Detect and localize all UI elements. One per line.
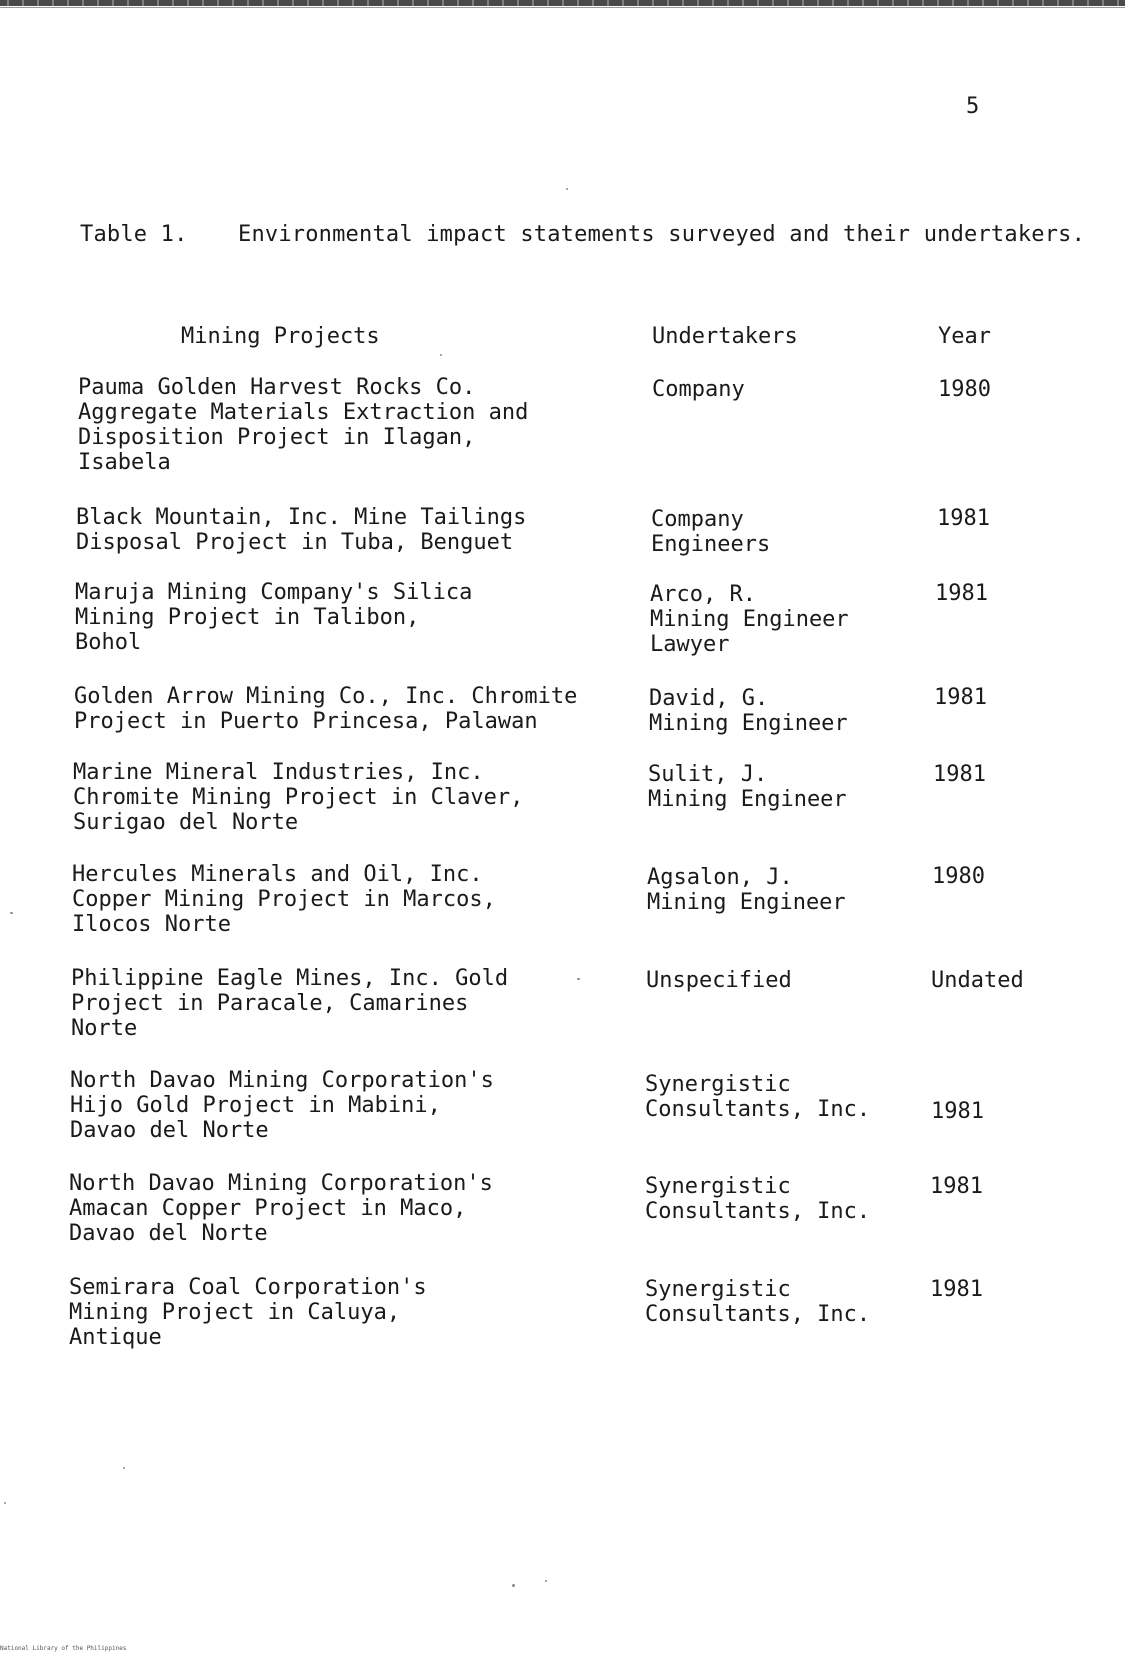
row-10-year: 1981 [930, 1277, 983, 1302]
row-9-project: North Davao Mining Corporation's Amacan Copper Project in Maco, Davao del Norte [69, 1171, 493, 1246]
row-1-year: 1980 [938, 377, 991, 402]
table-label: Table 1. [80, 222, 188, 247]
scan-speck [512, 1584, 515, 1587]
scan-speck [545, 1580, 547, 1582]
scan-speck [123, 1467, 125, 1469]
row-9-year: 1981 [930, 1174, 983, 1199]
row-7-undertaker: Unspecified [646, 968, 792, 993]
row-4-project: Golden Arrow Mining Co., Inc. Chromite Project in Puerto Princesa, Palawan [74, 684, 578, 734]
table-caption-text: Environmental impact statements surveyed and their undertakers. [238, 222, 1086, 247]
column-header-undertakers: Undertakers [652, 324, 798, 349]
row-6-year: 1980 [932, 864, 985, 889]
scan-speck [440, 354, 442, 356]
row-8-year: 1981 [931, 1099, 984, 1124]
footer-scan-note: National Library of the Philippines [0, 1645, 127, 1652]
column-header-mining-projects: Mining Projects [181, 324, 380, 349]
row-6-project: Hercules Minerals and Oil, Inc. Copper Mining Project in Marcos, Ilocos Norte [72, 862, 496, 937]
row-1-project: Pauma Golden Harvest Rocks Co. Aggregate Materials Extraction and Disposition Project in Ilagan, Isabela [78, 375, 529, 475]
row-5-project: Marine Mineral Industries, Inc. Chromite Mining Project in Claver, Surigao del Norte [73, 760, 524, 835]
row-2-project: Black Mountain, Inc. Mine Tailings Disposal Project in Tuba, Benguet [76, 505, 527, 555]
row-7-project: Philippine Eagle Mines, Inc. Gold Project in Paracale, Camarines Norte [71, 966, 509, 1041]
row-3-undertaker: Arco, R. Mining Engineer Lawyer [650, 582, 849, 657]
scan-top-rule-thin [0, 7, 1125, 8]
row-10-project: Semirara Coal Corporation's Mining Project in Caluya, Antique [69, 1275, 427, 1350]
column-header-year: Year [938, 324, 991, 349]
row-3-year: 1981 [935, 581, 988, 606]
scan-speck [4, 1502, 6, 1504]
row-5-undertaker: Sulit, J. Mining Engineer [648, 762, 847, 812]
row-5-year: 1981 [933, 762, 986, 787]
row-10-undertaker: Synergistic Consultants, Inc. [645, 1277, 871, 1327]
scan-speck [577, 978, 580, 980]
page-number: 5 [966, 94, 980, 119]
row-4-year: 1981 [934, 685, 987, 710]
row-2-year: 1981 [937, 506, 990, 531]
row-9-undertaker: Synergistic Consultants, Inc. [645, 1174, 871, 1224]
row-8-project: North Davao Mining Corporation's Hijo Gold Project in Mabini, Davao del Norte [70, 1068, 494, 1143]
row-2-undertaker: Company Engineers [651, 507, 771, 557]
row-7-year: Undated [931, 968, 1024, 993]
scan-top-rule [0, 0, 1125, 6]
row-6-undertaker: Agsalon, J. Mining Engineer [647, 865, 846, 915]
row-4-undertaker: David, G. Mining Engineer [649, 686, 848, 736]
row-1-undertaker: Company [652, 377, 745, 402]
scan-speck [566, 188, 568, 190]
scan-speck [10, 912, 13, 914]
table-caption [80, 222, 1085, 247]
row-8-undertaker: Synergistic Consultants, Inc. [645, 1072, 871, 1122]
row-3-project: Maruja Mining Company's Silica Mining Project in Talibon, Bohol [75, 580, 473, 655]
